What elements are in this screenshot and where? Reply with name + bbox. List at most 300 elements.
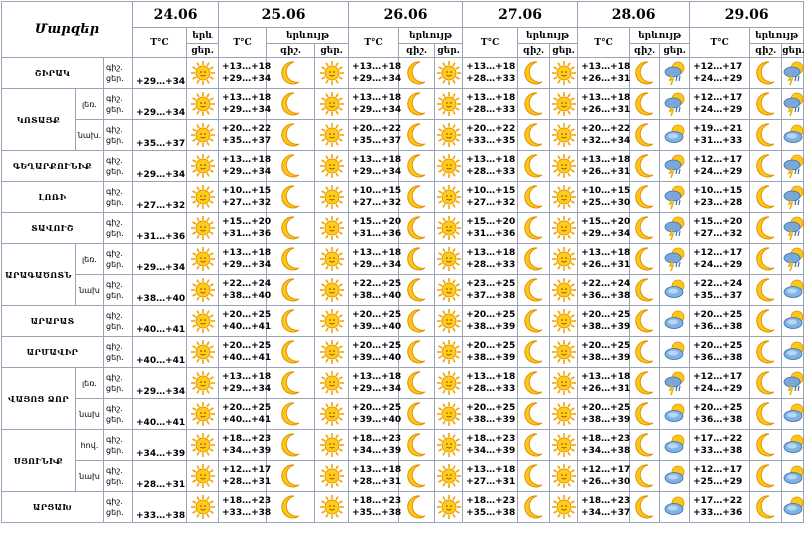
temperature-range: +34…+39 — [133, 430, 187, 461]
sun-icon — [187, 120, 219, 151]
partly-cloudy-icon — [782, 492, 804, 523]
moon-icon — [750, 368, 782, 399]
region-row — [2, 151, 804, 182]
temperature-range: +12…+17 +24…+29 — [690, 151, 750, 182]
moon-icon — [399, 151, 435, 182]
thunderstorm-icon — [660, 89, 690, 120]
day-header: 28.06 — [578, 2, 690, 28]
temperature-range: +22…+24 +36…+38 — [578, 275, 630, 306]
temperature-range: +18…+23 +34…+38 — [578, 430, 630, 461]
moon-icon — [267, 337, 315, 368]
region-row — [2, 120, 804, 151]
temperature-range: +20…+22 +35…+37 — [219, 120, 267, 151]
sun-icon — [315, 430, 349, 461]
region-name: ՇԻՐԱԿ — [2, 58, 104, 89]
moon-icon — [518, 306, 550, 337]
temperature-range: +35…+37 — [133, 120, 187, 151]
moon-icon — [750, 58, 782, 89]
sun-icon — [435, 182, 463, 213]
moon-icon — [267, 244, 315, 275]
moon-icon — [518, 430, 550, 461]
moon-icon — [750, 213, 782, 244]
subregion-label: լեռ. — [76, 244, 104, 275]
moon-icon — [518, 337, 550, 368]
temperature-range: +40…+41 — [133, 399, 187, 430]
temperature-range: +13…+18 +29…+34 — [219, 151, 267, 182]
temperature-range: +17…+22 +33…+36 — [690, 492, 750, 523]
moon-icon — [399, 182, 435, 213]
subregion-label: նախ — [76, 399, 104, 430]
moon-icon — [518, 58, 550, 89]
day-night-labels: գիշ. ցեր. — [104, 306, 133, 337]
temperature-range: +20…+22 +33…+35 — [463, 120, 518, 151]
moon-icon — [750, 430, 782, 461]
moon-icon — [750, 151, 782, 182]
day-night-labels: գիշ. ցեր. — [104, 182, 133, 213]
moon-icon — [630, 337, 660, 368]
temperature-range: +13…+18 +29…+34 — [349, 151, 399, 182]
night-subheader: գիշ. — [267, 44, 315, 58]
region-row — [2, 399, 804, 430]
moon-icon — [267, 368, 315, 399]
day-night-labels: գիշ. ցեր. — [104, 244, 133, 275]
sun-icon — [435, 58, 463, 89]
temperature-range: +18…+23 +34…+37 — [578, 492, 630, 523]
temperature-range: +40…+41 — [133, 306, 187, 337]
day-subheader: ցեր. — [550, 44, 578, 58]
partly-cloudy-icon — [782, 399, 804, 430]
sun-icon — [315, 275, 349, 306]
temperature-range: +20…+25 +39…+40 — [349, 306, 399, 337]
region-name: ԱՐՄԱՎԻՐ — [2, 337, 104, 368]
night-subheader: գիշ. — [518, 44, 550, 58]
temperature-range: +13…+18 +28…+33 — [463, 368, 518, 399]
region-row — [2, 306, 804, 337]
region-row — [2, 275, 804, 306]
temperature-range: +15…+20 +27…+32 — [690, 213, 750, 244]
temperature-range: +13…+18 +28…+33 — [463, 58, 518, 89]
moon-icon — [750, 337, 782, 368]
sun-icon — [315, 244, 349, 275]
partly-cloudy-icon — [660, 399, 690, 430]
day-header: 25.06 — [219, 2, 349, 28]
temperature-range: +29…+34 — [133, 89, 187, 120]
thunderstorm-icon — [660, 244, 690, 275]
thunderstorm-icon — [660, 58, 690, 89]
temp-header: T°C — [578, 28, 630, 58]
phenomenon-header: երևույթ — [630, 28, 690, 44]
thunderstorm-icon — [660, 368, 690, 399]
temp-header: T°C — [219, 28, 267, 58]
temp-header: T°C — [349, 28, 399, 58]
subregion-label: նախ — [76, 461, 104, 492]
temperature-range: +15…+20 +31…+36 — [463, 213, 518, 244]
subregion-label: նախ — [76, 275, 104, 306]
temperature-range: +13…+18 +29…+34 — [219, 58, 267, 89]
partly-cloudy-icon — [660, 306, 690, 337]
moon-icon — [267, 306, 315, 337]
temperature-range: +13…+18 +28…+33 — [463, 244, 518, 275]
sun-icon — [315, 399, 349, 430]
moon-icon — [630, 151, 660, 182]
temperature-range: +20…+25 +38…+39 — [578, 399, 630, 430]
temperature-range: +13…+18 +29…+34 — [349, 89, 399, 120]
day-night-labels: գիշ. ցեր. — [104, 368, 133, 399]
partly-cloudy-icon — [782, 461, 804, 492]
partly-cloudy-icon — [782, 337, 804, 368]
sun-icon — [550, 213, 578, 244]
moon-icon — [267, 89, 315, 120]
subregion-label: նախ. — [76, 120, 104, 151]
moon-icon — [267, 120, 315, 151]
temperature-range: +38…+40 — [133, 275, 187, 306]
moon-icon — [518, 120, 550, 151]
temperature-range: +12…+17 +26…+30 — [578, 461, 630, 492]
thunderstorm-icon — [782, 244, 804, 275]
day-night-labels: գիշ. ցեր. — [104, 213, 133, 244]
sun-icon — [550, 151, 578, 182]
sun-icon — [315, 461, 349, 492]
temperature-range: +33…+38 — [133, 492, 187, 523]
moon-icon — [399, 492, 435, 523]
temperature-range: +10…+15 +27…+32 — [463, 182, 518, 213]
temperature-range: +20…+25 +39…+40 — [349, 337, 399, 368]
region-row — [2, 58, 804, 89]
day-subheader: ցեր. — [435, 44, 463, 58]
moon-icon — [518, 89, 550, 120]
moon-icon — [630, 492, 660, 523]
temp-header: T°C — [133, 28, 187, 58]
day-night-labels: գիշ. ցեր. — [104, 151, 133, 182]
moon-icon — [518, 275, 550, 306]
partly-cloudy-icon — [660, 120, 690, 151]
moon-icon — [630, 120, 660, 151]
thunderstorm-icon — [782, 89, 804, 120]
temperature-range: +18…+23 +35…+38 — [349, 492, 399, 523]
phenomenon-header: երևույթ — [267, 28, 349, 44]
day-subheader: ցեր. — [660, 44, 690, 58]
sun-icon — [315, 492, 349, 523]
temperature-range: +12…+17 +24…+29 — [690, 244, 750, 275]
region-row — [2, 461, 804, 492]
sun-icon — [435, 244, 463, 275]
partly-cloudy-icon — [782, 430, 804, 461]
sun-icon — [550, 58, 578, 89]
temperature-range: +20…+22 +32…+34 — [578, 120, 630, 151]
moon-icon — [630, 213, 660, 244]
sun-icon — [187, 492, 219, 523]
sun-icon — [315, 151, 349, 182]
moon-icon — [267, 182, 315, 213]
day-night-labels: գիշ. ցեր. — [104, 89, 133, 120]
region-name: ԿՈՏԱՅՔ — [2, 89, 76, 151]
moon-icon — [630, 430, 660, 461]
partly-cloudy-icon — [660, 337, 690, 368]
temperature-range: +13…+18 +26…+31 — [578, 244, 630, 275]
temperature-range: +10…+15 +25…+30 — [578, 182, 630, 213]
sun-icon — [550, 275, 578, 306]
temperature-range: +22…+24 +38…+40 — [219, 275, 267, 306]
moon-icon — [267, 213, 315, 244]
phenomenon-header: երևույթ — [518, 28, 578, 44]
sun-icon — [187, 182, 219, 213]
day-night-labels: գիշ. ցեր. — [104, 461, 133, 492]
sun-icon — [550, 492, 578, 523]
sun-icon — [435, 306, 463, 337]
temp-header: T°C — [463, 28, 518, 58]
sun-icon — [187, 244, 219, 275]
subregion-label: լեռ. — [76, 89, 104, 120]
sun-icon — [435, 89, 463, 120]
sun-icon — [550, 306, 578, 337]
temperature-range: +12…+17 +24…+29 — [690, 368, 750, 399]
temperature-range: +18…+23 +34…+39 — [349, 430, 399, 461]
moon-icon — [630, 182, 660, 213]
moon-icon — [750, 275, 782, 306]
temperature-range: +13…+18 +27…+31 — [463, 461, 518, 492]
night-subheader: գիշ. — [750, 44, 782, 58]
sun-icon — [315, 89, 349, 120]
temperature-range: +10…+15 +23…+28 — [690, 182, 750, 213]
moon-icon — [630, 275, 660, 306]
moon-icon — [518, 461, 550, 492]
temperature-range: +29…+34 — [133, 151, 187, 182]
temperature-range: +12…+17 +25…+29 — [690, 461, 750, 492]
sun-icon — [187, 337, 219, 368]
partly-cloudy-icon — [782, 275, 804, 306]
temperature-range: +13…+18 +29…+34 — [349, 244, 399, 275]
temperature-range: +29…+34 — [133, 244, 187, 275]
sun-icon — [435, 275, 463, 306]
partly-cloudy-icon — [660, 461, 690, 492]
temperature-range: +18…+23 +33…+38 — [219, 492, 267, 523]
moon-icon — [399, 430, 435, 461]
temperature-range: +20…+25 +39…+40 — [349, 399, 399, 430]
moon-icon — [399, 368, 435, 399]
day-night-labels: գիշ. ցեր. — [104, 275, 133, 306]
subregion-label: լեռ. — [76, 368, 104, 399]
temperature-range: +13…+18 +26…+31 — [578, 58, 630, 89]
temperature-range: +20…+25 +40…+41 — [219, 337, 267, 368]
temperature-range: +15…+20 +29…+34 — [578, 213, 630, 244]
thunderstorm-icon — [782, 368, 804, 399]
sun-icon — [187, 430, 219, 461]
partly-cloudy-icon — [660, 275, 690, 306]
moon-icon — [630, 461, 660, 492]
temperature-range: +17…+22 +33…+38 — [690, 430, 750, 461]
thunderstorm-icon — [782, 58, 804, 89]
day-night-labels: գիշ. ցեր. — [104, 399, 133, 430]
sun-icon — [187, 461, 219, 492]
sun-icon — [187, 89, 219, 120]
sun-icon — [315, 182, 349, 213]
sun-icon — [435, 337, 463, 368]
phenomenon-header: երևույթ — [399, 28, 463, 44]
moon-icon — [267, 492, 315, 523]
sun-icon — [435, 213, 463, 244]
sun-icon — [550, 120, 578, 151]
temperature-range: +20…+25 +38…+39 — [463, 337, 518, 368]
day-night-labels: գիշ. ցեր. — [104, 58, 133, 89]
region-name: ԱՐԱԳԱԾՈՏՆ — [2, 244, 76, 306]
moon-icon — [750, 89, 782, 120]
temperature-range: +13…+18 +28…+31 — [349, 461, 399, 492]
temperature-range: +18…+23 +34…+39 — [219, 430, 267, 461]
thunderstorm-icon — [660, 213, 690, 244]
sun-icon — [315, 337, 349, 368]
temperature-range: +22…+24 +35…+37 — [690, 275, 750, 306]
sun-icon — [435, 399, 463, 430]
day-night-labels: գիշ. ցեր. — [104, 337, 133, 368]
moon-icon — [518, 151, 550, 182]
temperature-range: +31…+36 — [133, 213, 187, 244]
sun-icon — [550, 399, 578, 430]
sun-icon — [187, 58, 219, 89]
region-row — [2, 89, 804, 120]
moon-icon — [750, 182, 782, 213]
day-header: 24.06 — [133, 2, 219, 28]
temperature-range: +18…+23 +35…+38 — [463, 492, 518, 523]
temperature-range: +13…+18 +29…+34 — [349, 58, 399, 89]
temperature-range: +18…+23 +34…+39 — [463, 430, 518, 461]
moon-icon — [518, 399, 550, 430]
moon-icon — [518, 492, 550, 523]
temperature-range: +13…+18 +26…+31 — [578, 151, 630, 182]
region-name: ԱՐՑԱԽ — [2, 492, 104, 523]
moon-icon — [750, 120, 782, 151]
sun-icon — [435, 368, 463, 399]
region-row — [2, 182, 804, 213]
partly-cloudy-icon — [782, 306, 804, 337]
temperature-range: +20…+25 +38…+39 — [463, 306, 518, 337]
moon-icon — [750, 244, 782, 275]
moon-icon — [630, 58, 660, 89]
moon-icon — [630, 89, 660, 120]
moon-icon — [267, 399, 315, 430]
temperature-range: +40…+41 — [133, 337, 187, 368]
sun-icon — [187, 151, 219, 182]
temperature-range: +20…+25 +38…+39 — [578, 306, 630, 337]
sun-icon — [550, 461, 578, 492]
night-subheader: գիշ. — [630, 44, 660, 58]
moon-icon — [399, 461, 435, 492]
moon-icon — [399, 213, 435, 244]
temperature-range: +20…+25 +36…+38 — [690, 399, 750, 430]
thunderstorm-icon — [660, 182, 690, 213]
moon-icon — [267, 275, 315, 306]
temperature-range: +13…+18 +26…+31 — [578, 89, 630, 120]
subregion-label: հով. — [76, 430, 104, 461]
temperature-range: +10…+15 +27…+32 — [219, 182, 267, 213]
sun-icon — [435, 430, 463, 461]
sun-icon — [187, 275, 219, 306]
temperature-range: +15…+20 +31…+36 — [219, 213, 267, 244]
sun-icon — [315, 58, 349, 89]
temperature-range: +20…+25 +36…+38 — [690, 337, 750, 368]
temperature-range: +13…+18 +29…+34 — [219, 368, 267, 399]
sun-icon — [187, 399, 219, 430]
sun-icon — [315, 368, 349, 399]
region-name: ՎԱՅՈՑ ՁՈՐ — [2, 368, 76, 430]
moon-icon — [399, 306, 435, 337]
phenomenon-header: երև — [187, 28, 219, 44]
temperature-range: +29…+34 — [133, 58, 187, 89]
sun-icon — [550, 430, 578, 461]
thunderstorm-icon — [660, 151, 690, 182]
region-name: ԱՐԱՐԱՏ — [2, 306, 104, 337]
temperature-range: +20…+25 +36…+38 — [690, 306, 750, 337]
moon-icon — [518, 182, 550, 213]
partly-cloudy-icon — [660, 492, 690, 523]
moon-icon — [630, 399, 660, 430]
night-subheader: գիշ. — [399, 44, 435, 58]
temperature-range: +29…+34 — [133, 368, 187, 399]
region-name: ԳԵՂԱՐՔՈՒՆԻՔ — [2, 151, 104, 182]
moon-icon — [399, 120, 435, 151]
temperature-range: +19…+21 +31…+33 — [690, 120, 750, 151]
temperature-range: +22…+25 +38…+40 — [349, 275, 399, 306]
temperature-range: +20…+22 +35…+37 — [349, 120, 399, 151]
temperature-range: +15…+20 +31…+36 — [349, 213, 399, 244]
region-row — [2, 213, 804, 244]
region-row — [2, 430, 804, 461]
sun-icon — [550, 89, 578, 120]
moon-icon — [518, 368, 550, 399]
sun-icon — [315, 213, 349, 244]
sun-icon — [550, 244, 578, 275]
temperature-range: +13…+18 +28…+33 — [463, 89, 518, 120]
temperature-range: +13…+18 +26…+31 — [578, 368, 630, 399]
temperature-range: +13…+18 +28…+33 — [463, 151, 518, 182]
moon-icon — [267, 461, 315, 492]
sun-icon — [550, 182, 578, 213]
moon-icon — [630, 368, 660, 399]
region-row — [2, 244, 804, 275]
sun-icon — [315, 120, 349, 151]
region-name: ՍՅՈՒՆԻՔ — [2, 430, 76, 492]
temperature-range: +10…+15 +27…+32 — [349, 182, 399, 213]
day-header: 29.06 — [690, 2, 804, 28]
temperature-range: +13…+18 +29…+34 — [349, 368, 399, 399]
sun-icon — [435, 492, 463, 523]
moon-icon — [750, 306, 782, 337]
temperature-range: +12…+17 +24…+29 — [690, 58, 750, 89]
temperature-range: +12…+17 +28…+31 — [219, 461, 267, 492]
partly-cloudy-icon — [782, 120, 804, 151]
thunderstorm-icon — [782, 182, 804, 213]
sun-icon — [187, 368, 219, 399]
thunderstorm-icon — [782, 151, 804, 182]
moon-icon — [399, 89, 435, 120]
day-night-labels: գիշ. ցեր. — [104, 492, 133, 523]
moon-icon — [267, 58, 315, 89]
moon-icon — [630, 244, 660, 275]
day-night-labels: գիշ. ցեր. — [104, 430, 133, 461]
temperature-range: +20…+25 +38…+39 — [578, 337, 630, 368]
region-name: ԼՈՌԻ — [2, 182, 104, 213]
sun-icon — [187, 213, 219, 244]
temperature-range: +27…+32 — [133, 182, 187, 213]
temperature-range: +13…+18 +29…+34 — [219, 89, 267, 120]
temperature-range: +12…+17 +24…+29 — [690, 89, 750, 120]
moon-icon — [399, 58, 435, 89]
phenomenon-header: երևույթ — [750, 28, 804, 44]
temp-header: T°C — [690, 28, 750, 58]
moon-icon — [750, 461, 782, 492]
weather-table — [1, 1, 804, 523]
moon-icon — [518, 244, 550, 275]
temperature-range: +20…+25 +40…+41 — [219, 399, 267, 430]
